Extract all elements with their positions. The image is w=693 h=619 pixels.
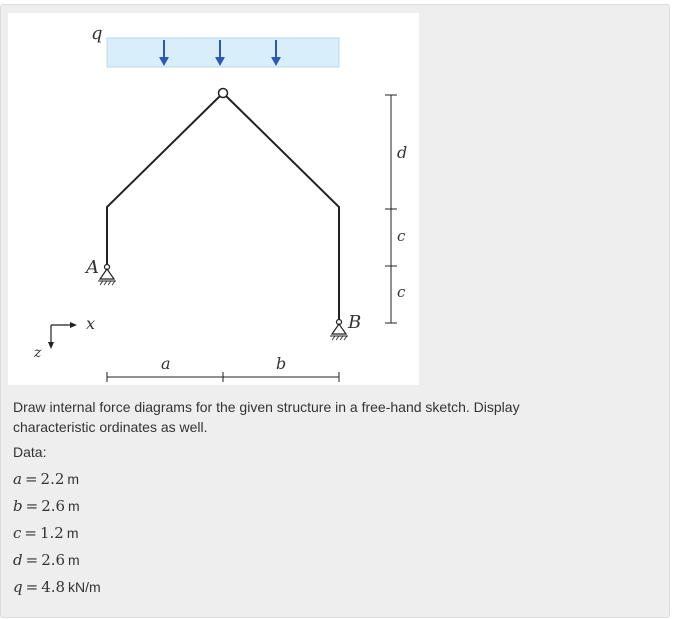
- dim-b-label: b: [276, 354, 287, 373]
- data-eq: =: [24, 470, 38, 488]
- support-a: [98, 265, 116, 286]
- data-var: b: [13, 497, 23, 515]
- support-b-label: B: [348, 312, 362, 333]
- axis-z-label: z: [34, 345, 42, 361]
- distributed-load-band: [107, 38, 339, 67]
- data-var: d: [13, 551, 23, 569]
- data-item-b: [13, 497, 101, 524]
- data-item-d: [13, 551, 101, 578]
- horizontal-dimension: [107, 372, 339, 382]
- dim-c-upper-label: c: [397, 227, 406, 245]
- data-value: 2.6: [41, 497, 66, 515]
- data-value: 2.2: [40, 470, 65, 488]
- data-heading: Data:: [13, 444, 47, 460]
- structure-figure: [8, 13, 419, 385]
- data-var: a: [13, 470, 22, 488]
- data-eq: =: [25, 578, 39, 596]
- support-b: [330, 320, 348, 341]
- data-value: 4.8: [41, 578, 66, 596]
- dim-d-label: d: [397, 143, 408, 162]
- data-value: 1.2: [39, 524, 64, 542]
- data-var: q: [13, 578, 23, 596]
- coordinate-axes: [48, 322, 77, 349]
- data-item-a: [13, 470, 101, 497]
- load-label: q: [91, 23, 103, 44]
- problem-statement: Draw internal force diagrams for the given structure in a free-hand sketch. Display characteristic ordinates as well.: [13, 399, 520, 435]
- question-card: [0, 4, 670, 618]
- crown-hinge: [219, 89, 228, 98]
- data-value: 2.6: [41, 551, 66, 569]
- data-eq: =: [25, 551, 39, 569]
- data-unit: m: [68, 552, 80, 568]
- structure-diagram: [8, 13, 419, 385]
- frame-members: [107, 93, 339, 319]
- data-eq: =: [24, 524, 37, 542]
- data-unit: m: [66, 525, 79, 541]
- data-item-c: [13, 524, 101, 551]
- data-unit: m: [67, 471, 80, 487]
- axis-x-label: x: [86, 314, 96, 333]
- data-eq: =: [25, 497, 39, 515]
- data-var: c: [13, 524, 22, 542]
- data-unit: m: [68, 498, 80, 514]
- support-a-label: A: [86, 257, 99, 278]
- vertical-dimension: [385, 95, 397, 323]
- data-item-q: [13, 578, 101, 605]
- dim-a-label: a: [161, 354, 171, 373]
- dim-c-lower-label: c: [397, 283, 406, 301]
- data-list: [13, 470, 101, 605]
- data-unit: kN/m: [68, 579, 101, 595]
